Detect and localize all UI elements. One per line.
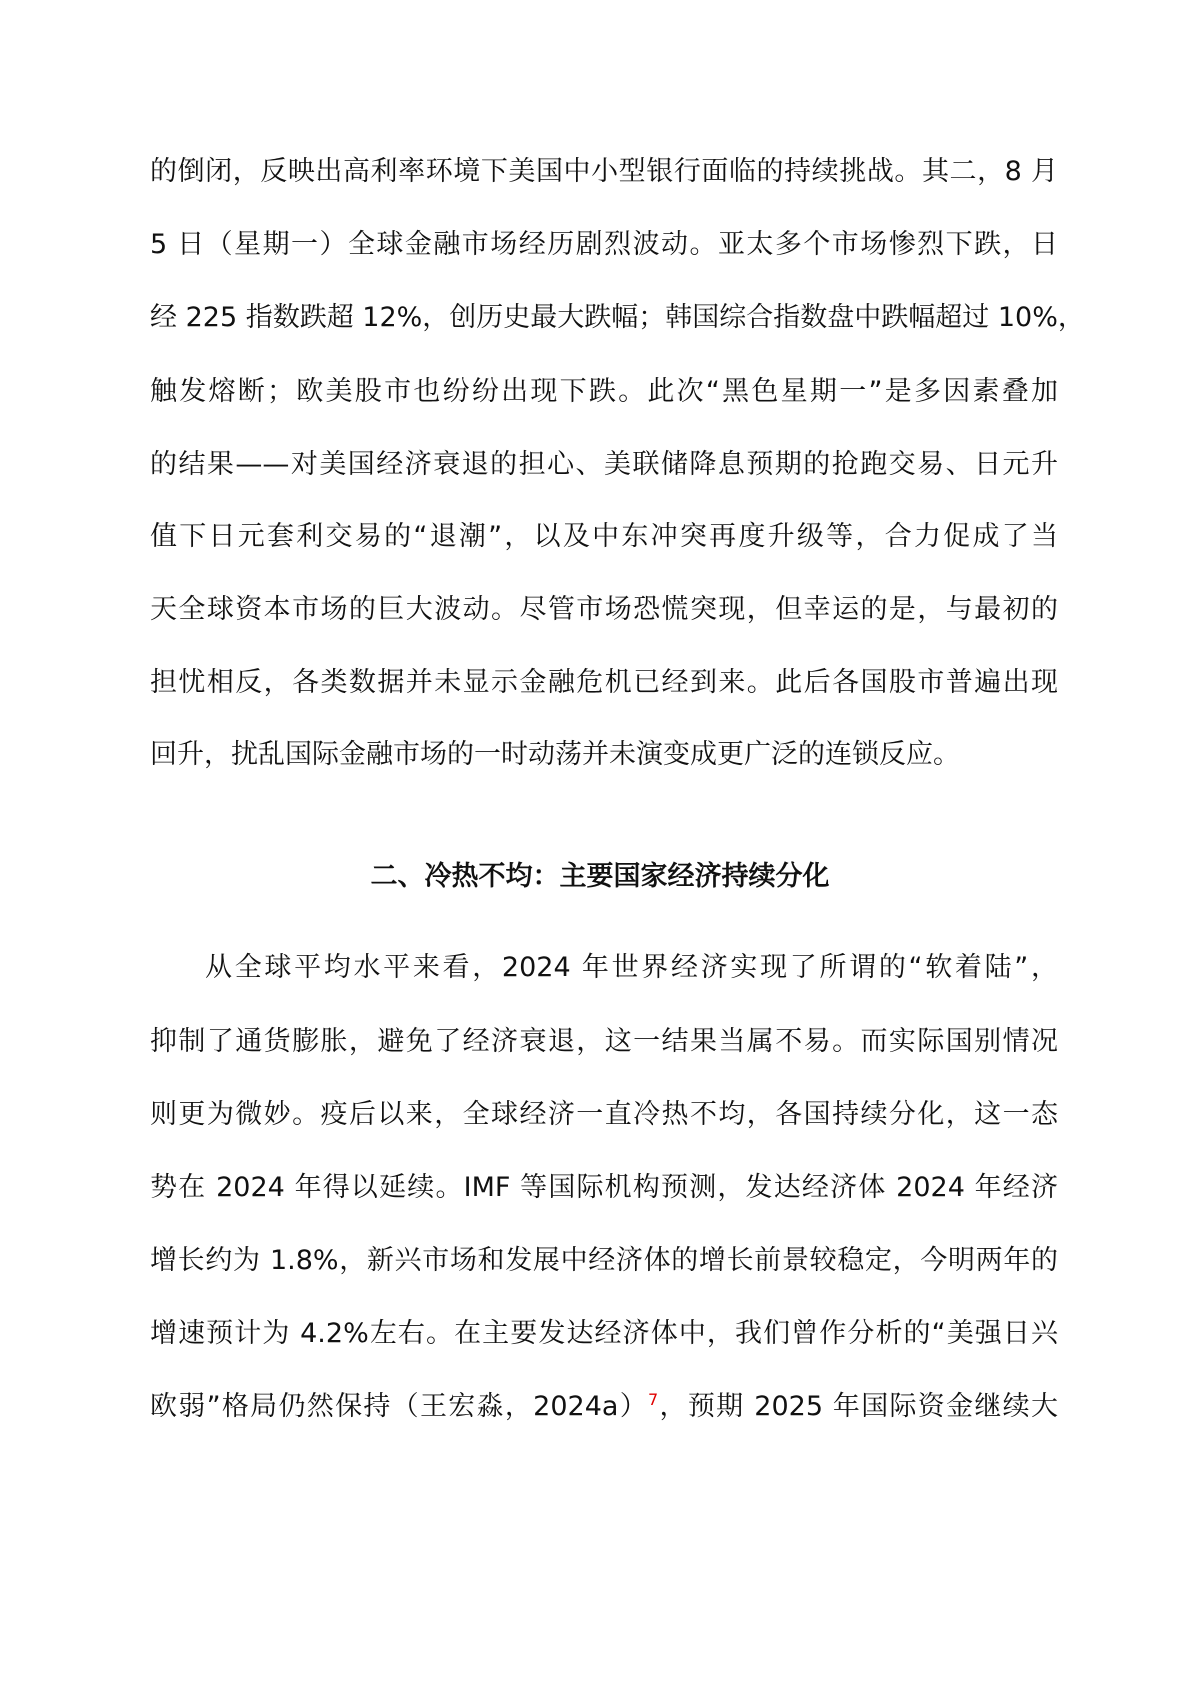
text-segment: ，预期 2025 年国际资金继续大 <box>658 1391 1058 1422</box>
text-line: 触发熔断；欧美股市也纷纷出现下跌。此次“黑色星期一”是多因素叠加 <box>150 376 1058 407</box>
text-line: 从全球平均水平来看，2024 年世界经济实现了所谓的“软着陆”， <box>205 952 1058 983</box>
text-line: 回升，扰乱国际金融市场的一时动荡并未演变成更广泛的连锁反应。 <box>150 739 960 770</box>
text-line: 的结果——对美国经济衰退的担心、美联储降息预期的抢跑交易、日元升 <box>150 449 1058 480</box>
text-line: 天全球资本市场的巨大波动。尽管市场恐慌突现，但幸运的是，与最初的 <box>150 594 1058 625</box>
footnote-ref[interactable]: 7 <box>648 1390 659 1409</box>
text-line: 值下日元套利交易的“退潮”，以及中东冲突再度升级等，合力促成了当 <box>150 521 1058 552</box>
text-line: 抑制了通货膨胀，避免了经济衰退，这一结果当属不易。而实际国别情况 <box>150 1026 1058 1057</box>
text-line: 势在 2024 年得以延续。IMF 等国际机构预测，发达经济体 2024 年经济 <box>150 1172 1058 1203</box>
section-heading: 二、冷热不均：主要国家经济持续分化 <box>370 861 830 892</box>
text-segment: 欧弱”格局仍然保持（王宏淼，2024a） <box>150 1391 649 1422</box>
text-line <box>150 1387 1058 1427</box>
text-line: 则更为微妙。疫后以来，全球经济一直冷热不均，各国持续分化，这一态 <box>150 1099 1058 1130</box>
text-line: 的倒闭，反映出高利率环境下美国中小型银行面临的持续挑战。其二，8 月 <box>150 156 1058 187</box>
text-line: 增长约为 1.8%，新兴市场和发展中经济体的增长前景较稳定，今明两年的 <box>150 1245 1058 1276</box>
text-line: 经 225 指数跌超 12%，创历史最大跌幅；韩国综合指数盘中跌幅超过 10%， <box>150 302 1085 333</box>
text-line: 增速预计为 4.2%左右。在主要发达经济体中，我们曾作分析的“美强日兴 <box>150 1318 1058 1349</box>
text-line: 5 日（星期一）全球金融市场经历剧烈波动。亚太多个市场惨烈下跌，日 <box>150 229 1058 260</box>
text-line: 担忧相反，各类数据并未显示金融危机已经到来。此后各国股市普遍出现 <box>150 667 1058 698</box>
